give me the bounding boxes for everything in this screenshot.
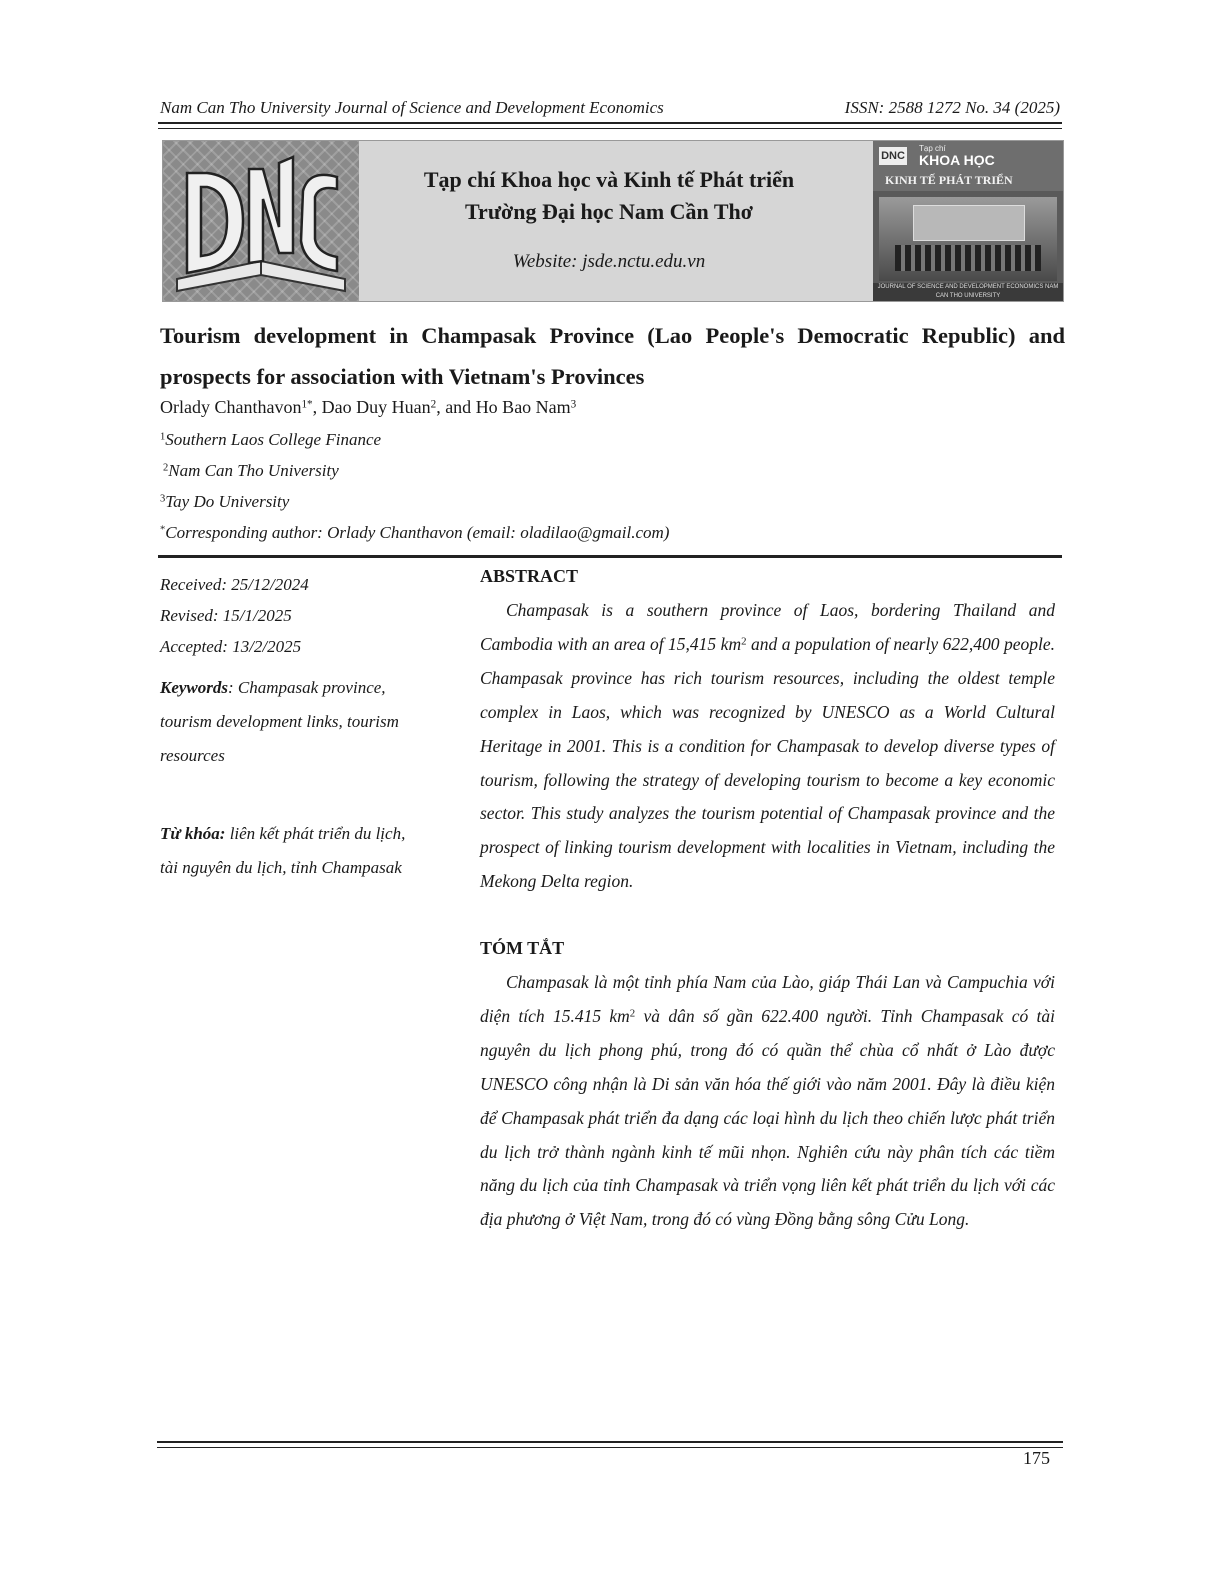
- cover-stage-backdrop: [913, 205, 1025, 241]
- affiliation-marker: 3: [160, 493, 166, 505]
- tu-khoa-text: liên kết phát triển du lịch, tài nguyên du lịch, tỉnh Champasak: [160, 824, 406, 877]
- corresponding-author-text: Corresponding author: Orlady Chanthavon (email: oladilao@gmail.com): [165, 523, 670, 542]
- tom-tat-body: [480, 966, 1055, 1237]
- issn-issue: ISSN: 2588 1272 No. 34 (2025): [844, 98, 1060, 117]
- author-name: Orlady Chanthavon: [160, 397, 302, 417]
- affiliation-marker: *: [160, 524, 166, 536]
- affiliation: [163, 461, 339, 481]
- affiliation-text: Southern Laos College Finance: [165, 430, 382, 449]
- abstract-heading: ABSTRACT: [480, 566, 579, 586]
- journal-banner: [162, 140, 1064, 302]
- author-separator: ,: [312, 397, 322, 417]
- corresponding-author: [160, 523, 669, 543]
- cover-title1: KHOA HỌC: [919, 152, 995, 168]
- keywords-label: Keywords: [160, 678, 228, 697]
- banner-title-line1: Tạp chí Khoa học và Kinh tế Phát triển: [423, 167, 795, 192]
- dnc-logo: [163, 141, 359, 301]
- article-title: Tourism development in Champasak Province (Lao People's Democratic Republic) and prospects for association with Vietnam's Provinces: [160, 323, 1065, 389]
- tom-tat-superscript: 2: [629, 1007, 636, 1020]
- cover-footer: JOURNAL OF SCIENCE AND DEVELOPMENT ECONOMICS NAM CAN THO UNIVERSITY: [873, 283, 1063, 301]
- abstract-body: [480, 594, 1055, 899]
- tu-khoa-label: Từ khóa:: [160, 824, 226, 843]
- running-header: [160, 98, 1060, 122]
- article-dates: [160, 569, 309, 662]
- affiliation-text: Tay Do University: [165, 492, 290, 511]
- tom-tat-heading: TÓM TẮT: [480, 938, 565, 958]
- tom-tat-text-part2: và dân số gần 622.400 người. Tỉnh Champasak có tài nguyên du lịch phong phú, trong đó có quần thể chùa cổ nhất ở Lào được UNESCO công nhận là Di sản văn hóa thế giới vào năm 2001. Đây là điều kiện để Champasak phát triển đa dạng các loại hình du lịch theo chiến lược phát triển du lịch trở thành ngành kinh tế mũi nhọn. Nghiên cứu này phân tích các tiềm năng du lịch của tỉnh Champasak và triển vọng liên kết phát triển du lịch với các địa phương ở Việt Nam, trong đó có vùng Đồng bằng sông Cửu Long.: [480, 1005, 1055, 1230]
- received-date: Received: 25/12/2024: [160, 575, 309, 594]
- author-affil-marker: 1*: [301, 398, 313, 411]
- banner-title-line2: Trường Đại học Nam Cần Thơ: [465, 199, 753, 224]
- revised-date: Revised: 15/1/2025: [160, 606, 292, 625]
- keywords-block: [160, 671, 410, 773]
- banner-center: [359, 141, 859, 301]
- affiliation-text: Nam Can Tho University: [168, 461, 339, 480]
- cover-people-row: [895, 245, 1041, 271]
- journal-cover-thumbnail: [873, 141, 1063, 301]
- tu-khoa-block: [160, 817, 410, 885]
- section-rule: [158, 555, 1062, 558]
- affiliation: [160, 492, 289, 512]
- author-list: [160, 397, 576, 418]
- tom-tat-text-part1: Champasak là một tỉnh phía Nam của Lào, giáp Thái Lan và Campuchia với diện tích 15.415 km: [480, 972, 1055, 1026]
- header-rule: [158, 122, 1062, 129]
- affiliation-marker: 2: [163, 462, 169, 474]
- banner-website: Website: jsde.nctu.edu.vn: [512, 251, 706, 272]
- author-affil-marker: 3: [570, 398, 577, 411]
- abstract-text-part2: and a population of nearly 622,400 people. Champasak province has rich tourism resources, including the oldest temple complex in Laos, which was recognized by UNESCO as a World Cultural Heritage in 2001. This is a condition for Champasak to develop diverse types of tourism, following the strategy of developing tourism to become a key economic sector. This study analyzes the tourism potential of Champasak province and the prospect of linking tourism development with localities in Vietnam, including the Mekong Delta region.: [480, 633, 1056, 892]
- accepted-date: Accepted: 13/2/2025: [160, 637, 302, 656]
- author-affil-marker: 2: [430, 398, 437, 411]
- page-number: 175: [1023, 1448, 1050, 1468]
- dnc-logo-icon: [163, 141, 359, 301]
- abstract-superscript: 2: [741, 635, 747, 648]
- cover-badge: DNC: [879, 147, 907, 165]
- affiliation: [160, 430, 381, 450]
- keywords-text: : Champasak province, tourism development links, tourism resources: [160, 678, 399, 765]
- cover-small-label: Tạp chí: [919, 144, 946, 153]
- author-name: Dao Duy Huan: [321, 397, 431, 417]
- author-separator: , and: [436, 397, 476, 417]
- footer-rule: [157, 1441, 1063, 1448]
- journal-name: Nam Can Tho University Journal of Science and Development Economics: [160, 98, 664, 117]
- affiliation-marker: 1: [160, 431, 166, 443]
- abstract-text-part1: Champasak is a southern province of Laos, bordering Thailand and Cambodia with an area of 15,415 km: [480, 600, 1055, 654]
- cover-title2: KINH TẾ PHÁT TRIỂN: [885, 173, 1013, 187]
- author-name: Ho Bao Nam: [475, 397, 571, 417]
